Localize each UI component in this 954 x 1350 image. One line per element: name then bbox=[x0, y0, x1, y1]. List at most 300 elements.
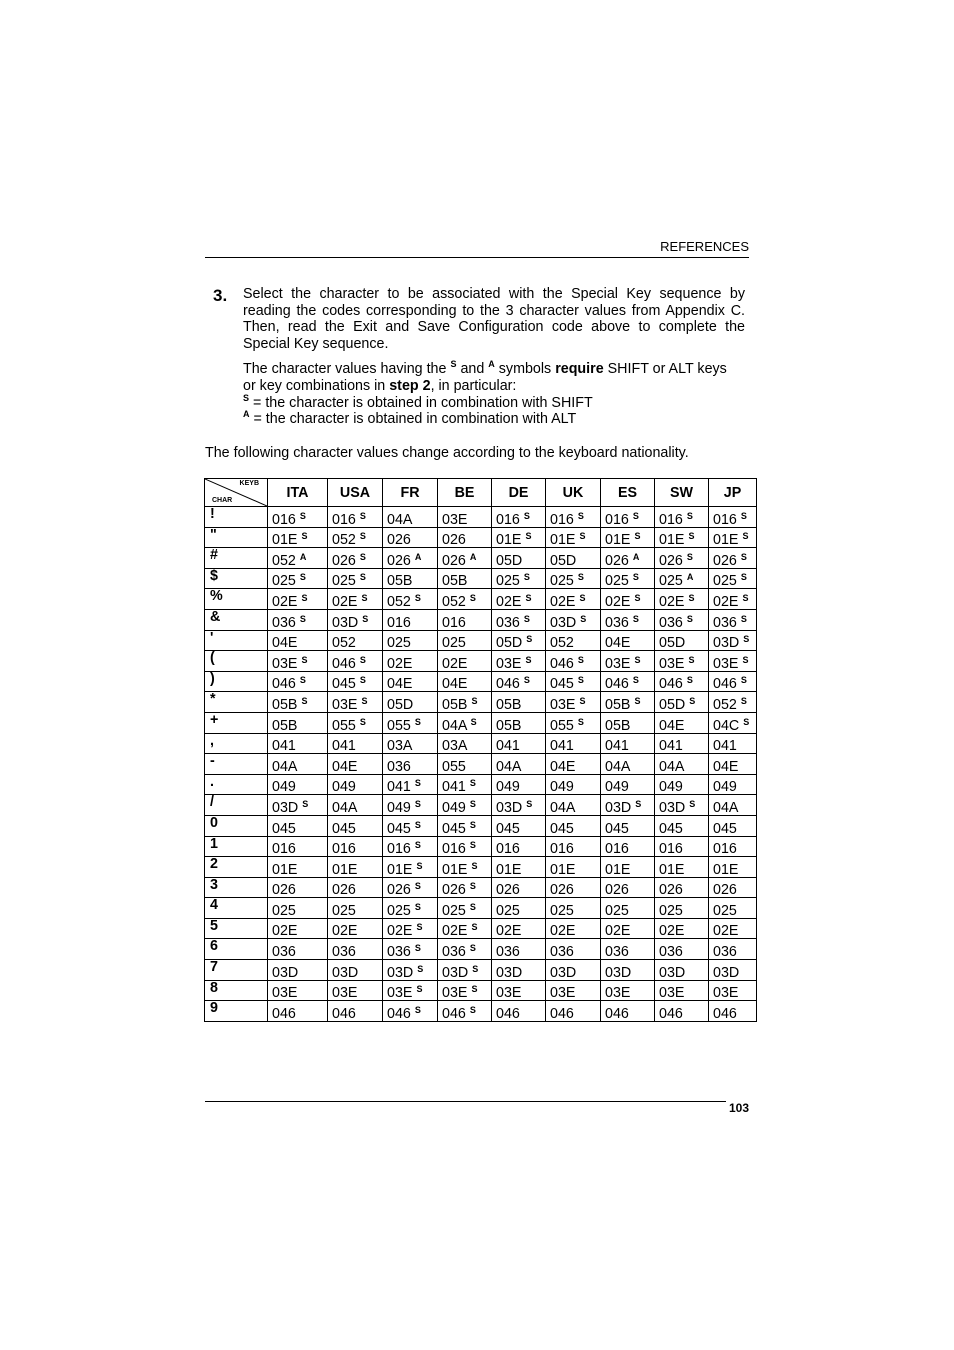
modifier-superscript: S bbox=[523, 510, 530, 521]
code-cell bbox=[268, 651, 328, 672]
code-cell bbox=[328, 609, 383, 630]
code-value: 03E bbox=[496, 655, 522, 672]
modifier-superscript: S bbox=[740, 551, 747, 562]
code-cell bbox=[492, 568, 546, 589]
code-cell bbox=[655, 630, 709, 651]
code-value: 01E bbox=[332, 861, 358, 878]
column-header-uk: UK bbox=[546, 479, 601, 507]
table-row bbox=[205, 651, 757, 672]
code-cell bbox=[268, 774, 328, 795]
code-value: 016 bbox=[605, 841, 629, 858]
code-value: 01E bbox=[605, 532, 631, 549]
code-value: 036 bbox=[272, 614, 296, 631]
modifier-superscript: S bbox=[471, 984, 478, 995]
code-cell bbox=[709, 733, 757, 754]
modifier-superscript: S bbox=[526, 798, 533, 809]
footer-rule bbox=[205, 1101, 726, 1102]
code-cell bbox=[328, 795, 383, 816]
code-cell bbox=[709, 548, 757, 569]
code-value: 03D bbox=[496, 799, 523, 816]
modifier-superscript: S bbox=[469, 778, 476, 789]
modifier-superscript: S bbox=[634, 654, 641, 665]
code-cell bbox=[601, 671, 655, 692]
code-cell bbox=[328, 630, 383, 651]
code-cell bbox=[383, 877, 438, 898]
modifier-superscript: A bbox=[414, 551, 422, 562]
code-cell bbox=[546, 980, 601, 1001]
code-value: 036 bbox=[332, 944, 356, 961]
code-value: 02E bbox=[387, 655, 413, 672]
legend-shift bbox=[243, 392, 745, 412]
modifier-superscript: S bbox=[740, 695, 747, 706]
code-cell bbox=[438, 733, 492, 754]
code-value: 025 bbox=[272, 573, 296, 590]
modifier-superscript: S bbox=[469, 1004, 476, 1015]
code-value: 03D bbox=[605, 799, 632, 816]
code-value: 016 bbox=[332, 511, 356, 528]
code-cell bbox=[268, 836, 328, 857]
char-cell: 5 bbox=[205, 918, 268, 939]
modifier-superscript: S bbox=[416, 860, 423, 871]
modifier-superscript: S bbox=[577, 510, 584, 521]
modifier-superscript: S bbox=[688, 654, 695, 665]
code-value: 02E bbox=[550, 923, 576, 940]
code-value: 049 bbox=[387, 799, 411, 816]
code-value: 049 bbox=[496, 779, 520, 796]
code-value: 026 bbox=[387, 882, 411, 899]
code-cell bbox=[492, 712, 546, 733]
code-cell bbox=[328, 939, 383, 960]
modifier-superscript: S bbox=[579, 531, 586, 542]
code-value: 026 bbox=[713, 882, 737, 899]
code-cell bbox=[601, 692, 655, 713]
code-cell bbox=[655, 980, 709, 1001]
keyboard-code-table bbox=[204, 478, 757, 1022]
code-value: 05D bbox=[550, 552, 577, 569]
code-value: 01E bbox=[713, 532, 739, 549]
modifier-superscript: S bbox=[686, 510, 693, 521]
code-cell bbox=[601, 857, 655, 878]
code-value: 046 bbox=[272, 676, 296, 693]
code-cell bbox=[655, 939, 709, 960]
code-cell bbox=[655, 754, 709, 775]
code-value: 03D bbox=[496, 964, 523, 981]
code-value: 03D bbox=[713, 635, 740, 652]
running-header: REFERENCES bbox=[660, 239, 749, 254]
modifier-superscript: S bbox=[469, 798, 476, 809]
code-cell bbox=[328, 568, 383, 589]
table-row bbox=[205, 527, 757, 548]
modifier-superscript: S bbox=[414, 819, 421, 830]
code-cell bbox=[492, 980, 546, 1001]
table-row bbox=[205, 795, 757, 816]
alt-superscript: A bbox=[488, 359, 495, 370]
table-row bbox=[205, 507, 757, 528]
modifier-superscript: S bbox=[469, 901, 476, 912]
code-cell bbox=[383, 815, 438, 836]
code-value: 04E bbox=[550, 758, 576, 775]
code-value: 02E bbox=[387, 923, 413, 940]
modifier-superscript: S bbox=[472, 963, 479, 974]
code-value: 049 bbox=[332, 779, 356, 796]
modifier-superscript: S bbox=[361, 695, 368, 706]
code-value: 026 bbox=[387, 552, 411, 569]
code-cell bbox=[492, 898, 546, 919]
column-header-de: DE bbox=[492, 479, 546, 507]
legend-alt bbox=[243, 411, 745, 428]
code-cell bbox=[438, 692, 492, 713]
code-value: 036 bbox=[659, 944, 683, 961]
code-cell bbox=[328, 857, 383, 878]
code-value: 02E bbox=[272, 923, 298, 940]
table-corner-cell bbox=[205, 479, 268, 507]
code-cell bbox=[655, 692, 709, 713]
code-cell bbox=[546, 877, 601, 898]
code-value: 036 bbox=[605, 944, 629, 961]
table-row bbox=[205, 589, 757, 610]
code-value: 04A bbox=[605, 758, 631, 775]
code-cell bbox=[492, 589, 546, 610]
table-row bbox=[205, 774, 757, 795]
char-cell: + bbox=[205, 712, 268, 733]
modifier-superscript: S bbox=[301, 654, 308, 665]
modifier-superscript: S bbox=[577, 572, 584, 583]
code-value: 01E bbox=[272, 861, 298, 878]
code-value: 04E bbox=[332, 758, 358, 775]
code-value: 03D bbox=[605, 964, 632, 981]
table-body bbox=[205, 507, 757, 1022]
code-value: 036 bbox=[550, 944, 574, 961]
code-cell bbox=[328, 712, 383, 733]
code-value: 03D bbox=[387, 964, 414, 981]
table-row bbox=[205, 836, 757, 857]
note-bold-text: step 2 bbox=[389, 377, 431, 394]
code-value: 01E bbox=[550, 532, 576, 549]
column-header-ita: ITA bbox=[268, 479, 328, 507]
code-cell bbox=[601, 877, 655, 898]
modifier-superscript: S bbox=[469, 943, 476, 954]
code-value: 03D bbox=[272, 964, 299, 981]
code-value: 01E bbox=[496, 861, 522, 878]
legend-text: = the character is obtained in combination with SHIFT bbox=[253, 394, 593, 411]
code-value: 041 bbox=[332, 738, 356, 755]
code-value: 05D bbox=[496, 635, 523, 652]
table-row bbox=[205, 1001, 757, 1022]
code-cell bbox=[546, 918, 601, 939]
code-value: 055 bbox=[550, 717, 574, 734]
modifier-superscript: S bbox=[301, 592, 308, 603]
code-cell bbox=[601, 548, 655, 569]
code-cell bbox=[268, 857, 328, 878]
code-value: 02E bbox=[605, 593, 631, 610]
modifier-superscript: S bbox=[740, 510, 747, 521]
code-cell bbox=[268, 609, 328, 630]
modifier-superscript: S bbox=[414, 901, 421, 912]
code-value: 03D bbox=[332, 964, 359, 981]
char-cell: 1 bbox=[205, 836, 268, 857]
char-cell: ! bbox=[205, 507, 268, 528]
step-paragraph: Select the character to be associated with the Special Key sequence by reading the codes corresponding to the 3 character values from Appendix C. Then, read the Exit and Save Configuration code above to complete the Special Key sequence. bbox=[243, 286, 745, 352]
page-number: 103 bbox=[728, 1101, 749, 1115]
code-value: 03E bbox=[659, 655, 685, 672]
code-cell bbox=[268, 733, 328, 754]
code-cell bbox=[383, 568, 438, 589]
code-value: 03E bbox=[442, 511, 468, 528]
code-value: 045 bbox=[442, 820, 466, 837]
code-cell bbox=[438, 836, 492, 857]
code-value: 03D bbox=[272, 799, 299, 816]
code-value: 025 bbox=[550, 902, 574, 919]
code-value: 02E bbox=[332, 593, 358, 610]
code-cell bbox=[383, 980, 438, 1001]
code-value: 01E bbox=[659, 532, 685, 549]
code-value: 026 bbox=[659, 882, 683, 899]
note-text: and bbox=[460, 361, 485, 378]
code-cell bbox=[438, 589, 492, 610]
modifier-superscript: S bbox=[470, 716, 477, 727]
code-cell bbox=[438, 568, 492, 589]
code-cell bbox=[709, 939, 757, 960]
code-cell bbox=[601, 754, 655, 775]
code-cell bbox=[709, 877, 757, 898]
code-cell bbox=[268, 960, 328, 981]
note-bold-text: require bbox=[555, 361, 604, 378]
code-value: 052 bbox=[272, 552, 296, 569]
table-row bbox=[205, 568, 757, 589]
code-value: 046 bbox=[496, 1005, 520, 1022]
note-text: The character values having the bbox=[243, 361, 447, 378]
code-cell bbox=[383, 795, 438, 816]
code-value: 016 bbox=[272, 511, 296, 528]
code-value: 041 bbox=[550, 738, 574, 755]
code-value: 03E bbox=[605, 985, 631, 1002]
code-cell bbox=[492, 692, 546, 713]
code-cell bbox=[328, 877, 383, 898]
code-cell bbox=[655, 857, 709, 878]
code-cell bbox=[601, 836, 655, 857]
code-cell bbox=[546, 857, 601, 878]
char-cell: % bbox=[205, 589, 268, 610]
code-cell bbox=[383, 918, 438, 939]
code-value: 05B bbox=[442, 573, 468, 590]
code-cell bbox=[601, 815, 655, 836]
code-value: 026 bbox=[496, 882, 520, 899]
table-row bbox=[205, 815, 757, 836]
code-value: 05B bbox=[496, 717, 522, 734]
code-cell bbox=[546, 548, 601, 569]
code-cell bbox=[709, 857, 757, 878]
code-value: 05B bbox=[605, 696, 631, 713]
code-value: 02E bbox=[442, 923, 468, 940]
code-cell bbox=[268, 630, 328, 651]
char-cell: ( bbox=[205, 651, 268, 672]
code-cell bbox=[546, 733, 601, 754]
modifier-superscript: S bbox=[523, 675, 530, 686]
code-value: 02E bbox=[713, 923, 739, 940]
code-cell bbox=[492, 651, 546, 672]
column-header-jp: JP bbox=[709, 479, 757, 507]
modifier-superscript: A bbox=[469, 551, 477, 562]
modifier-superscript: S bbox=[686, 613, 693, 624]
code-value: 02E bbox=[442, 655, 468, 672]
code-cell bbox=[655, 1001, 709, 1022]
modifier-superscript: S bbox=[471, 922, 478, 933]
column-header-fr: FR bbox=[383, 479, 438, 507]
code-value: 045 bbox=[496, 820, 520, 837]
code-cell bbox=[492, 877, 546, 898]
modifier-superscript: S bbox=[523, 572, 530, 583]
code-value: 03E bbox=[332, 696, 358, 713]
code-value: 025 bbox=[496, 902, 520, 919]
code-value: 041 bbox=[496, 738, 520, 755]
table-header-row bbox=[205, 479, 757, 507]
code-cell bbox=[268, 507, 328, 528]
code-value: 026 bbox=[442, 532, 466, 549]
code-value: 049 bbox=[272, 779, 296, 796]
code-cell bbox=[268, 918, 328, 939]
code-cell bbox=[601, 609, 655, 630]
modifier-superscript: S bbox=[414, 1004, 421, 1015]
modifier-superscript: A bbox=[632, 551, 640, 562]
modifier-superscript: S bbox=[743, 716, 750, 727]
code-cell bbox=[268, 527, 328, 548]
modifier-superscript: S bbox=[688, 592, 695, 603]
char-cell: 2 bbox=[205, 857, 268, 878]
code-cell bbox=[655, 815, 709, 836]
code-cell bbox=[383, 836, 438, 857]
modifier-superscript: S bbox=[632, 675, 639, 686]
code-value: 026 bbox=[272, 882, 296, 899]
code-cell bbox=[383, 527, 438, 548]
code-cell bbox=[492, 960, 546, 981]
modifier-superscript: S bbox=[414, 943, 421, 954]
legend-text: = the character is obtained in combination with ALT bbox=[253, 411, 577, 428]
code-cell bbox=[268, 568, 328, 589]
code-cell bbox=[655, 671, 709, 692]
code-value: 016 bbox=[550, 511, 574, 528]
code-value: 05B bbox=[272, 717, 298, 734]
code-cell bbox=[383, 712, 438, 733]
code-value: 04A bbox=[387, 511, 413, 528]
code-value: 036 bbox=[496, 944, 520, 961]
code-value: 05B bbox=[387, 573, 413, 590]
code-cell bbox=[438, 960, 492, 981]
char-cell: 3 bbox=[205, 877, 268, 898]
code-cell bbox=[601, 1001, 655, 1022]
code-value: 026 bbox=[550, 882, 574, 899]
code-cell bbox=[546, 898, 601, 919]
code-cell bbox=[268, 548, 328, 569]
code-cell bbox=[492, 857, 546, 878]
code-cell bbox=[383, 754, 438, 775]
code-cell bbox=[709, 980, 757, 1001]
code-value: 02E bbox=[332, 923, 358, 940]
code-cell bbox=[492, 609, 546, 630]
code-cell bbox=[709, 1001, 757, 1022]
code-cell bbox=[709, 651, 757, 672]
code-cell bbox=[438, 527, 492, 548]
code-cell bbox=[492, 754, 546, 775]
code-cell bbox=[655, 609, 709, 630]
code-cell bbox=[709, 795, 757, 816]
code-cell bbox=[268, 1001, 328, 1022]
code-cell bbox=[438, 918, 492, 939]
code-value: 03E bbox=[713, 985, 739, 1002]
modifier-superscript: S bbox=[361, 592, 368, 603]
code-cell bbox=[601, 527, 655, 548]
modifier-superscript: S bbox=[634, 695, 641, 706]
char-cell: 9 bbox=[205, 1001, 268, 1022]
code-value: 036 bbox=[442, 944, 466, 961]
code-cell bbox=[383, 857, 438, 878]
table-row bbox=[205, 877, 757, 898]
code-value: 02E bbox=[659, 923, 685, 940]
table-row bbox=[205, 939, 757, 960]
code-cell bbox=[438, 630, 492, 651]
modifier-superscript: S bbox=[359, 531, 366, 542]
code-value: 03A bbox=[442, 738, 468, 755]
modifier-superscript: S bbox=[416, 984, 423, 995]
char-cell: 0 bbox=[205, 815, 268, 836]
code-cell bbox=[655, 733, 709, 754]
modifier-superscript: S bbox=[469, 819, 476, 830]
code-value: 05D bbox=[496, 552, 523, 569]
code-value: 036 bbox=[713, 614, 737, 631]
code-cell bbox=[328, 1001, 383, 1022]
code-value: 052 bbox=[332, 532, 356, 549]
code-cell bbox=[546, 836, 601, 857]
code-value: 046 bbox=[605, 1005, 629, 1022]
code-value: 025 bbox=[713, 902, 737, 919]
code-value: 03E bbox=[272, 985, 298, 1002]
code-value: 03D bbox=[332, 614, 359, 631]
code-value: 026 bbox=[605, 882, 629, 899]
code-cell bbox=[328, 960, 383, 981]
modifier-superscript: S bbox=[359, 675, 366, 686]
modifier-superscript: S bbox=[742, 531, 749, 542]
code-value: 046 bbox=[496, 676, 520, 693]
code-value: 016 bbox=[442, 841, 466, 858]
code-value: 046 bbox=[713, 676, 737, 693]
code-value: 045 bbox=[605, 820, 629, 837]
code-cell bbox=[328, 548, 383, 569]
modifier-superscript: S bbox=[414, 778, 421, 789]
code-cell bbox=[383, 671, 438, 692]
code-cell bbox=[268, 754, 328, 775]
code-cell bbox=[438, 609, 492, 630]
code-cell bbox=[546, 671, 601, 692]
table-row bbox=[205, 692, 757, 713]
code-value: 041 bbox=[387, 779, 411, 796]
code-value: 04E bbox=[659, 717, 685, 734]
code-value: 045 bbox=[332, 820, 356, 837]
code-cell bbox=[546, 960, 601, 981]
code-value: 03E bbox=[550, 985, 576, 1002]
code-cell bbox=[438, 651, 492, 672]
modifier-superscript: S bbox=[740, 572, 747, 583]
code-value: 049 bbox=[605, 779, 629, 796]
code-cell bbox=[328, 527, 383, 548]
code-value: 036 bbox=[272, 944, 296, 961]
table-intro: The following character values change according to the keyboard nationality. bbox=[205, 445, 689, 461]
corner-char-label: CHAR bbox=[212, 497, 233, 504]
modifier-superscript: S bbox=[526, 634, 533, 645]
code-cell bbox=[268, 589, 328, 610]
code-value: 03E bbox=[605, 655, 631, 672]
table-row bbox=[205, 671, 757, 692]
code-cell bbox=[328, 774, 383, 795]
code-value: 016 bbox=[659, 841, 683, 858]
